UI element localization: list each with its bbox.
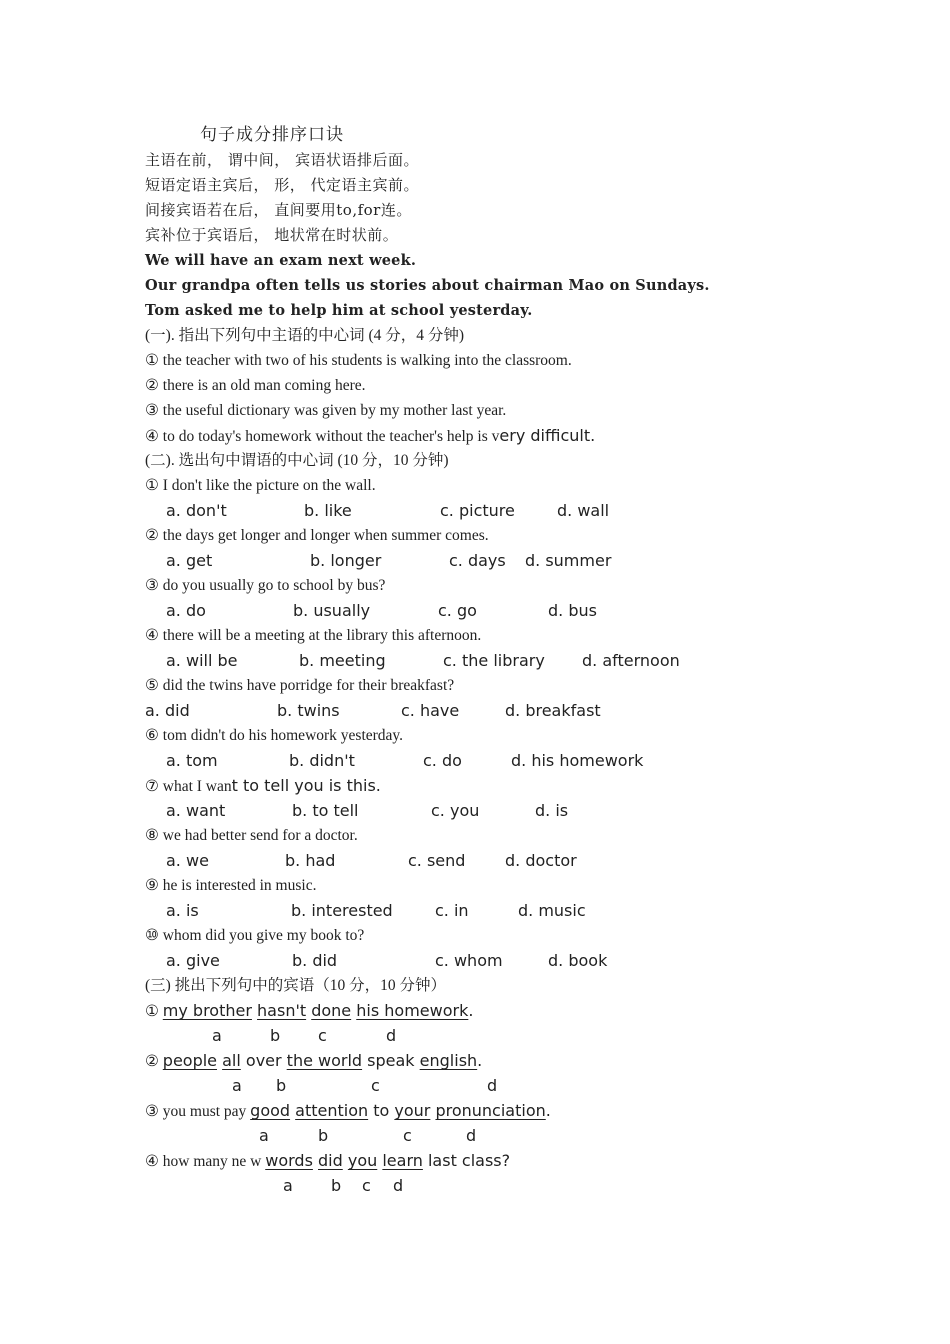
sentence-end: . [468,1001,474,1020]
section1-heading: (一). 指出下列句中主语的中心词 (4 分，4 分钟) [145,327,465,344]
sentence-end: . [545,1101,551,1120]
question-7-part-b: t to tell you is this. [231,776,381,795]
section2-question-7 [145,773,381,798]
letter-d: d [487,1076,498,1095]
section3-question-2 [145,1048,482,1073]
option-d: d. bus [548,601,597,620]
section1-item-4-part-a: ④ to do today's homework without the teacher's help is v [145,428,500,445]
underlined-choice-b: did [318,1151,343,1170]
option-b: b. like [304,501,352,520]
option-b: b. meeting [299,651,386,670]
underlined-choice-b: attention [295,1101,369,1120]
option-d: d. doctor [505,851,577,870]
option-d: d. book [548,951,608,970]
section2-question-6: ⑥ tom didn't do his homework yesterday. [145,727,404,744]
letter-d: d [386,1026,397,1045]
section2-question-10: ⑩ whom did you give my book to? [145,927,365,944]
plain-text: over [240,1051,287,1070]
underlined-choice-c: you [347,1151,378,1170]
section1-item-4-part-b: ery difficult. [499,426,596,445]
letter-b: b [276,1076,287,1095]
option-d: d. his homework [511,751,644,770]
option-c: c. do [423,751,462,770]
letter-a: a [283,1176,293,1195]
section2-question-2: ② the days get longer and longer when summer comes. [145,527,489,544]
plain-text: speak [362,1051,420,1070]
rhyme-line-3: 间接宾语若在后， 直间要用to,for连。 [145,201,412,219]
page-title: 句子成分排序口诀 [200,125,344,145]
underlined-choice-a: words [265,1151,313,1170]
section2-question-5: ⑤ did the twins have porridge for their breakfast? [145,677,455,694]
section3-heading: (三) 挑出下列句中的宾语（10 分，10 分钟） [145,977,446,994]
option-a: a. get [166,551,213,570]
option-a: a. want [166,801,226,820]
section2-question-4: ④ there will be a meeting at the library this afternoon. [145,627,482,644]
question-lead: ③ you must pay [145,1103,251,1120]
section3-question-4 [145,1148,510,1173]
underlined-choice-a: good [250,1101,291,1120]
section1-item-3: ③ the useful dictionary was given by my mother last year. [145,402,507,419]
option-d: d. breakfast [505,701,601,720]
underlined-choice-a: my brother [162,1001,252,1020]
underlined-choice-a: people [162,1051,218,1070]
question-7-part-a: ⑦ what I wan [145,778,232,795]
section1-item-1: ① the teacher with two of his students is walking into the classroom. [145,352,572,369]
sentence-end: last class? [422,1151,511,1170]
option-d: d. afternoon [582,651,680,670]
underlined-choice-c: your [394,1101,431,1120]
section2-question-1: ① I don't like the picture on the wall. [145,477,376,494]
option-a: a. don't [166,501,227,520]
letter-b: b [331,1176,342,1195]
option-a: a. do [166,601,206,620]
option-a: a. we [166,851,209,870]
option-d: d. summer [525,551,612,570]
option-c: c. send [408,851,466,870]
option-c: c. whom [435,951,503,970]
section3-question-3 [145,1098,551,1123]
option-c: c. have [401,701,460,720]
option-b: b. twins [277,701,340,720]
option-b: b. to tell [292,801,359,820]
section2-question-8: ⑧ we had better send for a doctor. [145,827,358,844]
example-sentence-3: Tom asked me to help him at school yesterday. [145,302,533,319]
option-c: c. days [449,551,506,570]
letter-a: a [212,1026,222,1045]
option-b: b. longer [310,551,382,570]
option-b: b. did [292,951,338,970]
option-c: c. the library [443,651,545,670]
option-d: d. is [535,801,569,820]
section1-item-2: ② there is an old man coming here. [145,377,366,394]
option-c: c. you [431,801,480,820]
letter-b: b [270,1026,281,1045]
option-d: d. music [518,901,586,920]
question-number: ① [145,1003,163,1020]
option-a: a. tom [166,751,218,770]
option-c: c. go [438,601,477,620]
underlined-choice-c: the world [286,1051,363,1070]
letter-d: d [466,1126,477,1145]
rhyme-line-2: 短语定语主宾后， 形， 代定语主宾前。 [145,176,420,194]
letter-a: a [232,1076,242,1095]
option-a: a. did [145,701,190,720]
option-b: b. interested [291,901,393,920]
letter-b: b [318,1126,329,1145]
option-c: c. picture [440,501,515,520]
rhyme-line-1: 主语在前， 谓中间， 宾语状语排后面。 [145,151,420,169]
underlined-choice-d: pronunciation [435,1101,546,1120]
letter-c: c [371,1076,380,1095]
section2-question-3: ③ do you usually go to school by bus? [145,577,386,594]
option-a: a. is [166,901,199,920]
option-b: b. usually [293,601,371,620]
letter-d: d [393,1176,404,1195]
question-lead: ④ how many ne w [145,1153,266,1170]
letter-c: c [362,1176,371,1195]
option-d: d. wall [557,501,610,520]
example-sentence-2: Our grandpa often tells us stories about chairman Mao on Sundays. [145,277,710,294]
rhyme-line-4: 宾补位于宾语后， 地状常在时状前。 [145,226,399,244]
question-number: ② [145,1053,163,1070]
option-a: a. give [166,951,220,970]
section2-question-9: ⑨ he is interested in music. [145,877,317,894]
underlined-choice-b: all [222,1051,241,1070]
option-c: c. in [435,901,469,920]
underlined-choice-d: learn [382,1151,423,1170]
letter-c: c [318,1026,327,1045]
underlined-choice-d: english [419,1051,478,1070]
section3-question-1 [145,998,473,1023]
example-sentence-1: We will have an exam next week. [145,252,417,269]
option-a: a. will be [166,651,238,670]
letter-c: c [403,1126,412,1145]
letter-a: a [259,1126,269,1145]
plain-text: to [368,1101,395,1120]
underlined-choice-c: done [311,1001,352,1020]
option-b: b. had [285,851,336,870]
option-b: b. didn't [289,751,355,770]
section2-heading: (二). 选出句中谓语的中心词 (10 分，10 分钟) [145,452,449,469]
underlined-choice-d: his homework [356,1001,469,1020]
section1-item-4 [145,423,595,448]
sentence-end: . [477,1051,483,1070]
underlined-choice-b: hasn't [257,1001,307,1020]
